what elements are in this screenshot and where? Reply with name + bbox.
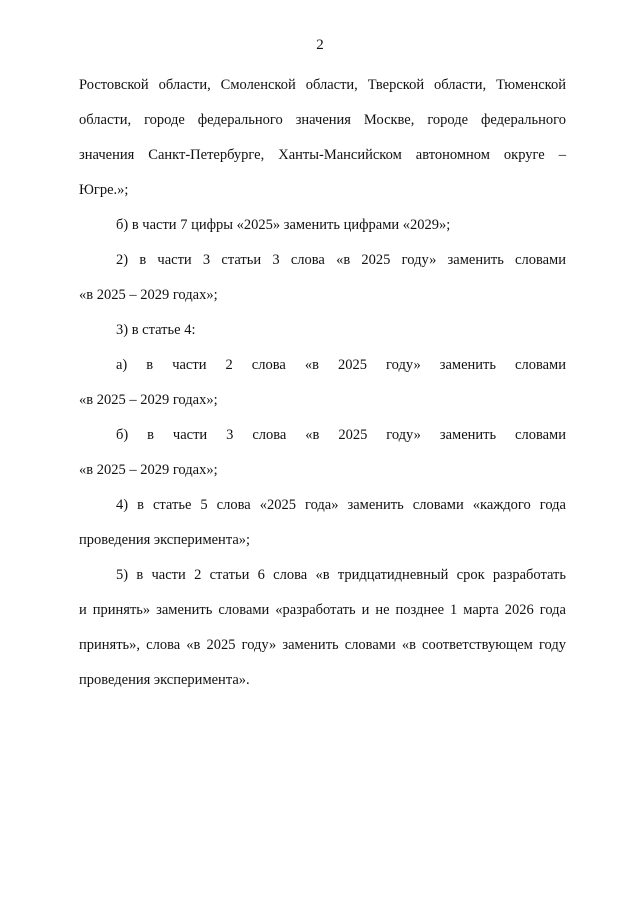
paragraph-item-b-part7 <box>79 208 566 243</box>
paragraph-item-4 <box>79 488 566 558</box>
text-line: Ростовской области, Смоленской области, Тверской области, Тюменской <box>79 77 566 93</box>
text-line: 4) в статье 5 слова «2025 года» заменить словами «каждого года <box>116 497 566 513</box>
text-line: области, городе федерального значения Москве, городе федерального <box>79 112 566 128</box>
paragraph-item-a <box>79 348 566 418</box>
text-line: б) в части 7 цифры «2025» заменить цифрами «2029»; <box>116 217 451 233</box>
text-line: 3) в статье 4: <box>116 322 196 338</box>
text-line: значения Санкт-Петербурге, Ханты-Мансийском автономном округе – <box>79 147 566 163</box>
paragraph-item-3 <box>79 313 566 348</box>
text-line: проведения эксперимента». <box>79 672 250 688</box>
paragraph-item-b <box>79 418 566 488</box>
page-number: 2 <box>316 37 324 53</box>
text-line: а) в части 2 слова «в 2025 году» заменить словами <box>116 357 566 373</box>
text-line: «в 2025 – 2029 годах»; <box>79 462 218 478</box>
text-line: принять», слова «в 2025 году» заменить словами «в соответствующем году <box>79 637 566 653</box>
text-line: 2) в части 3 статьи 3 слова «в 2025 году» заменить словами <box>116 252 566 268</box>
text-line: «в 2025 – 2029 годах»; <box>79 287 218 303</box>
paragraph-item-5 <box>79 558 566 698</box>
text-line: Югре.»; <box>79 182 129 198</box>
text-line: и принять» заменить словами «разработать и не позднее 1 марта 2026 года <box>79 602 566 618</box>
text-line: 5) в части 2 статьи 6 слова «в тридцатидневный срок разработать <box>116 567 566 583</box>
paragraph-continuation <box>79 68 566 208</box>
paragraph-item-2 <box>79 243 566 313</box>
text-line: б) в части 3 слова «в 2025 году» заменить словами <box>116 427 566 443</box>
text-line: «в 2025 – 2029 годах»; <box>79 392 218 408</box>
text-line: проведения эксперимента»; <box>79 532 251 548</box>
